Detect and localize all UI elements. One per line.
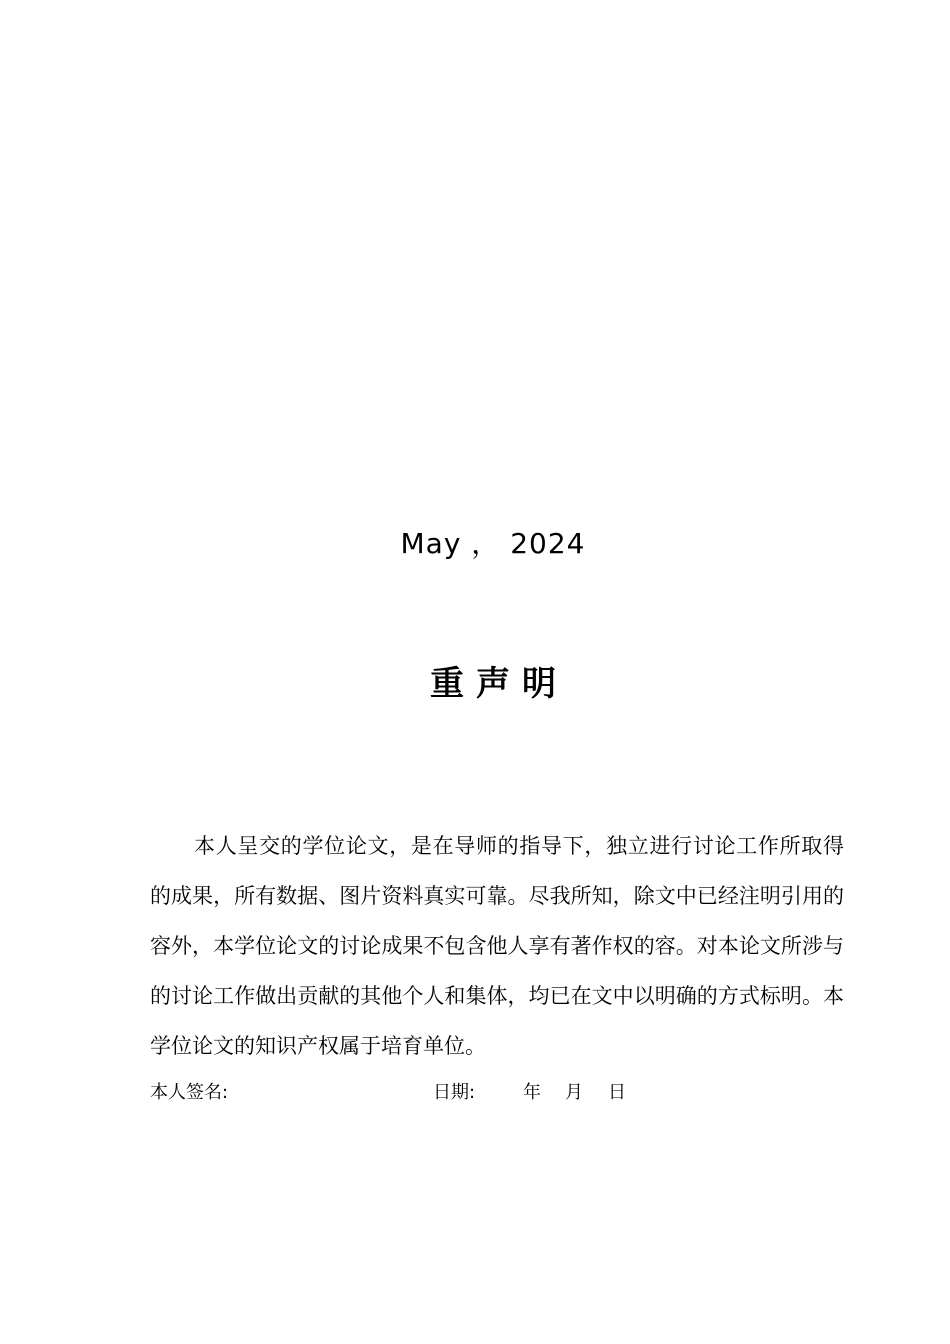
cover-date: May ， 2024 — [400, 527, 586, 560]
signature-label: 本人签名: — [150, 1082, 229, 1103]
signature-row — [150, 1080, 850, 1106]
declaration-body: 本人呈交的学位论文，是在导师的指导下，独立进行讨论工作所取得的成果，所有数据、图片资料真实可靠。尽我所知，除文中已经注明引用的容外，本学位论文的讨论成果不包含他人享有著作权的容。对本论文所涉与的讨论工作做出贡献的其他个人和集体，均已在文中以明确的方式标明。本学位论文的知识产权属于培育单位。 — [150, 834, 844, 1058]
date-label: 日期: — [433, 1082, 476, 1103]
year-label: 年 — [523, 1082, 541, 1103]
month-label: 月 — [565, 1082, 583, 1103]
declaration-title: 重声明 — [430, 664, 568, 704]
day-label: 日 — [608, 1082, 626, 1103]
